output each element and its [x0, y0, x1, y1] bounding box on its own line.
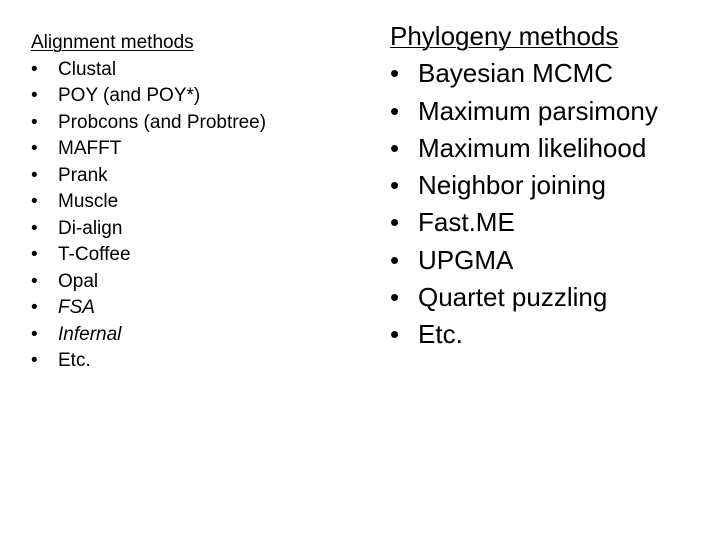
bullet-icon: •: [390, 319, 400, 350]
phylogeny-list-item: [390, 242, 658, 279]
alignment-item-label: Probcons (and Probtree): [58, 111, 267, 133]
phylogeny-list-item: [390, 55, 658, 92]
bullet-icon: •: [31, 270, 38, 292]
bullet-icon: •: [31, 217, 38, 239]
phylogeny-item-label: Maximum parsimony: [418, 95, 658, 126]
alignment-list-item: [31, 110, 266, 137]
phylogeny-item-label: Fast.ME: [418, 207, 515, 238]
bullet-icon: •: [390, 95, 400, 126]
phylogeny-item-label: UPGMA: [418, 244, 514, 275]
alignment-list-item: [31, 269, 266, 296]
alignment-item-label: POY (and POY*): [58, 85, 201, 106]
alignment-list-item: [31, 136, 266, 163]
phylogeny-methods-list: [390, 55, 658, 353]
alignment-methods-heading: Alignment methods: [31, 32, 194, 53]
alignment-item-label: FSA: [58, 297, 95, 318]
alignment-list-item: [31, 216, 266, 243]
bullet-icon: •: [31, 297, 38, 318]
phylogeny-list-item: [390, 93, 658, 130]
bullet-icon: •: [31, 244, 38, 265]
alignment-item-label: Opal: [58, 270, 99, 292]
bullet-icon: •: [31, 191, 38, 212]
bullet-icon: •: [390, 282, 400, 313]
phylogeny-item-label: Etc.: [418, 319, 463, 350]
bullet-icon: •: [390, 244, 400, 275]
phylogeny-list-item: [390, 316, 658, 353]
alignment-item-label: T-Coffee: [58, 244, 131, 265]
alignment-list-item: [31, 57, 266, 84]
bullet-icon: •: [31, 111, 38, 133]
alignment-methods-column: [31, 30, 266, 375]
alignment-list-item: [31, 322, 266, 349]
alignment-list-item: [31, 348, 266, 375]
bullet-icon: •: [390, 58, 400, 89]
alignment-item-label: Infernal: [58, 323, 122, 345]
alignment-list-item: [31, 242, 266, 269]
bullet-icon: •: [31, 323, 38, 345]
alignment-item-label: Muscle: [58, 191, 119, 212]
phylogeny-item-label: Neighbor joining: [418, 170, 606, 201]
phylogeny-list-item: [390, 204, 658, 241]
bullet-icon: •: [390, 207, 400, 238]
alignment-item-label: Clustal: [58, 58, 117, 80]
phylogeny-list-item: [390, 167, 658, 204]
bullet-icon: •: [31, 138, 38, 159]
bullet-icon: •: [31, 85, 38, 106]
alignment-list-item: [31, 83, 266, 110]
bullet-icon: •: [31, 164, 38, 186]
bullet-icon: •: [390, 132, 400, 163]
alignment-list-item: [31, 189, 266, 216]
alignment-list-item: [31, 295, 266, 322]
phylogeny-item-label: Maximum likelihood: [418, 132, 647, 163]
phylogeny-list-item: [390, 279, 658, 316]
phylogeny-item-label: Bayesian MCMC: [418, 58, 614, 89]
alignment-methods-list: [31, 57, 266, 375]
alignment-list-item: [31, 163, 266, 190]
phylogeny-item-label: Quartet puzzling: [418, 282, 608, 313]
alignment-item-label: Di-align: [58, 217, 123, 239]
bullet-icon: •: [31, 350, 38, 371]
bullet-icon: •: [31, 58, 38, 80]
phylogeny-list-item: [390, 130, 658, 167]
alignment-item-label: MAFFT: [58, 138, 122, 159]
bullet-icon: •: [390, 170, 400, 201]
alignment-item-label: Prank: [58, 164, 108, 186]
phylogeny-methods-heading: Phylogeny methods: [390, 21, 619, 51]
alignment-item-label: Etc.: [58, 350, 91, 371]
phylogeny-methods-column: [390, 18, 658, 354]
